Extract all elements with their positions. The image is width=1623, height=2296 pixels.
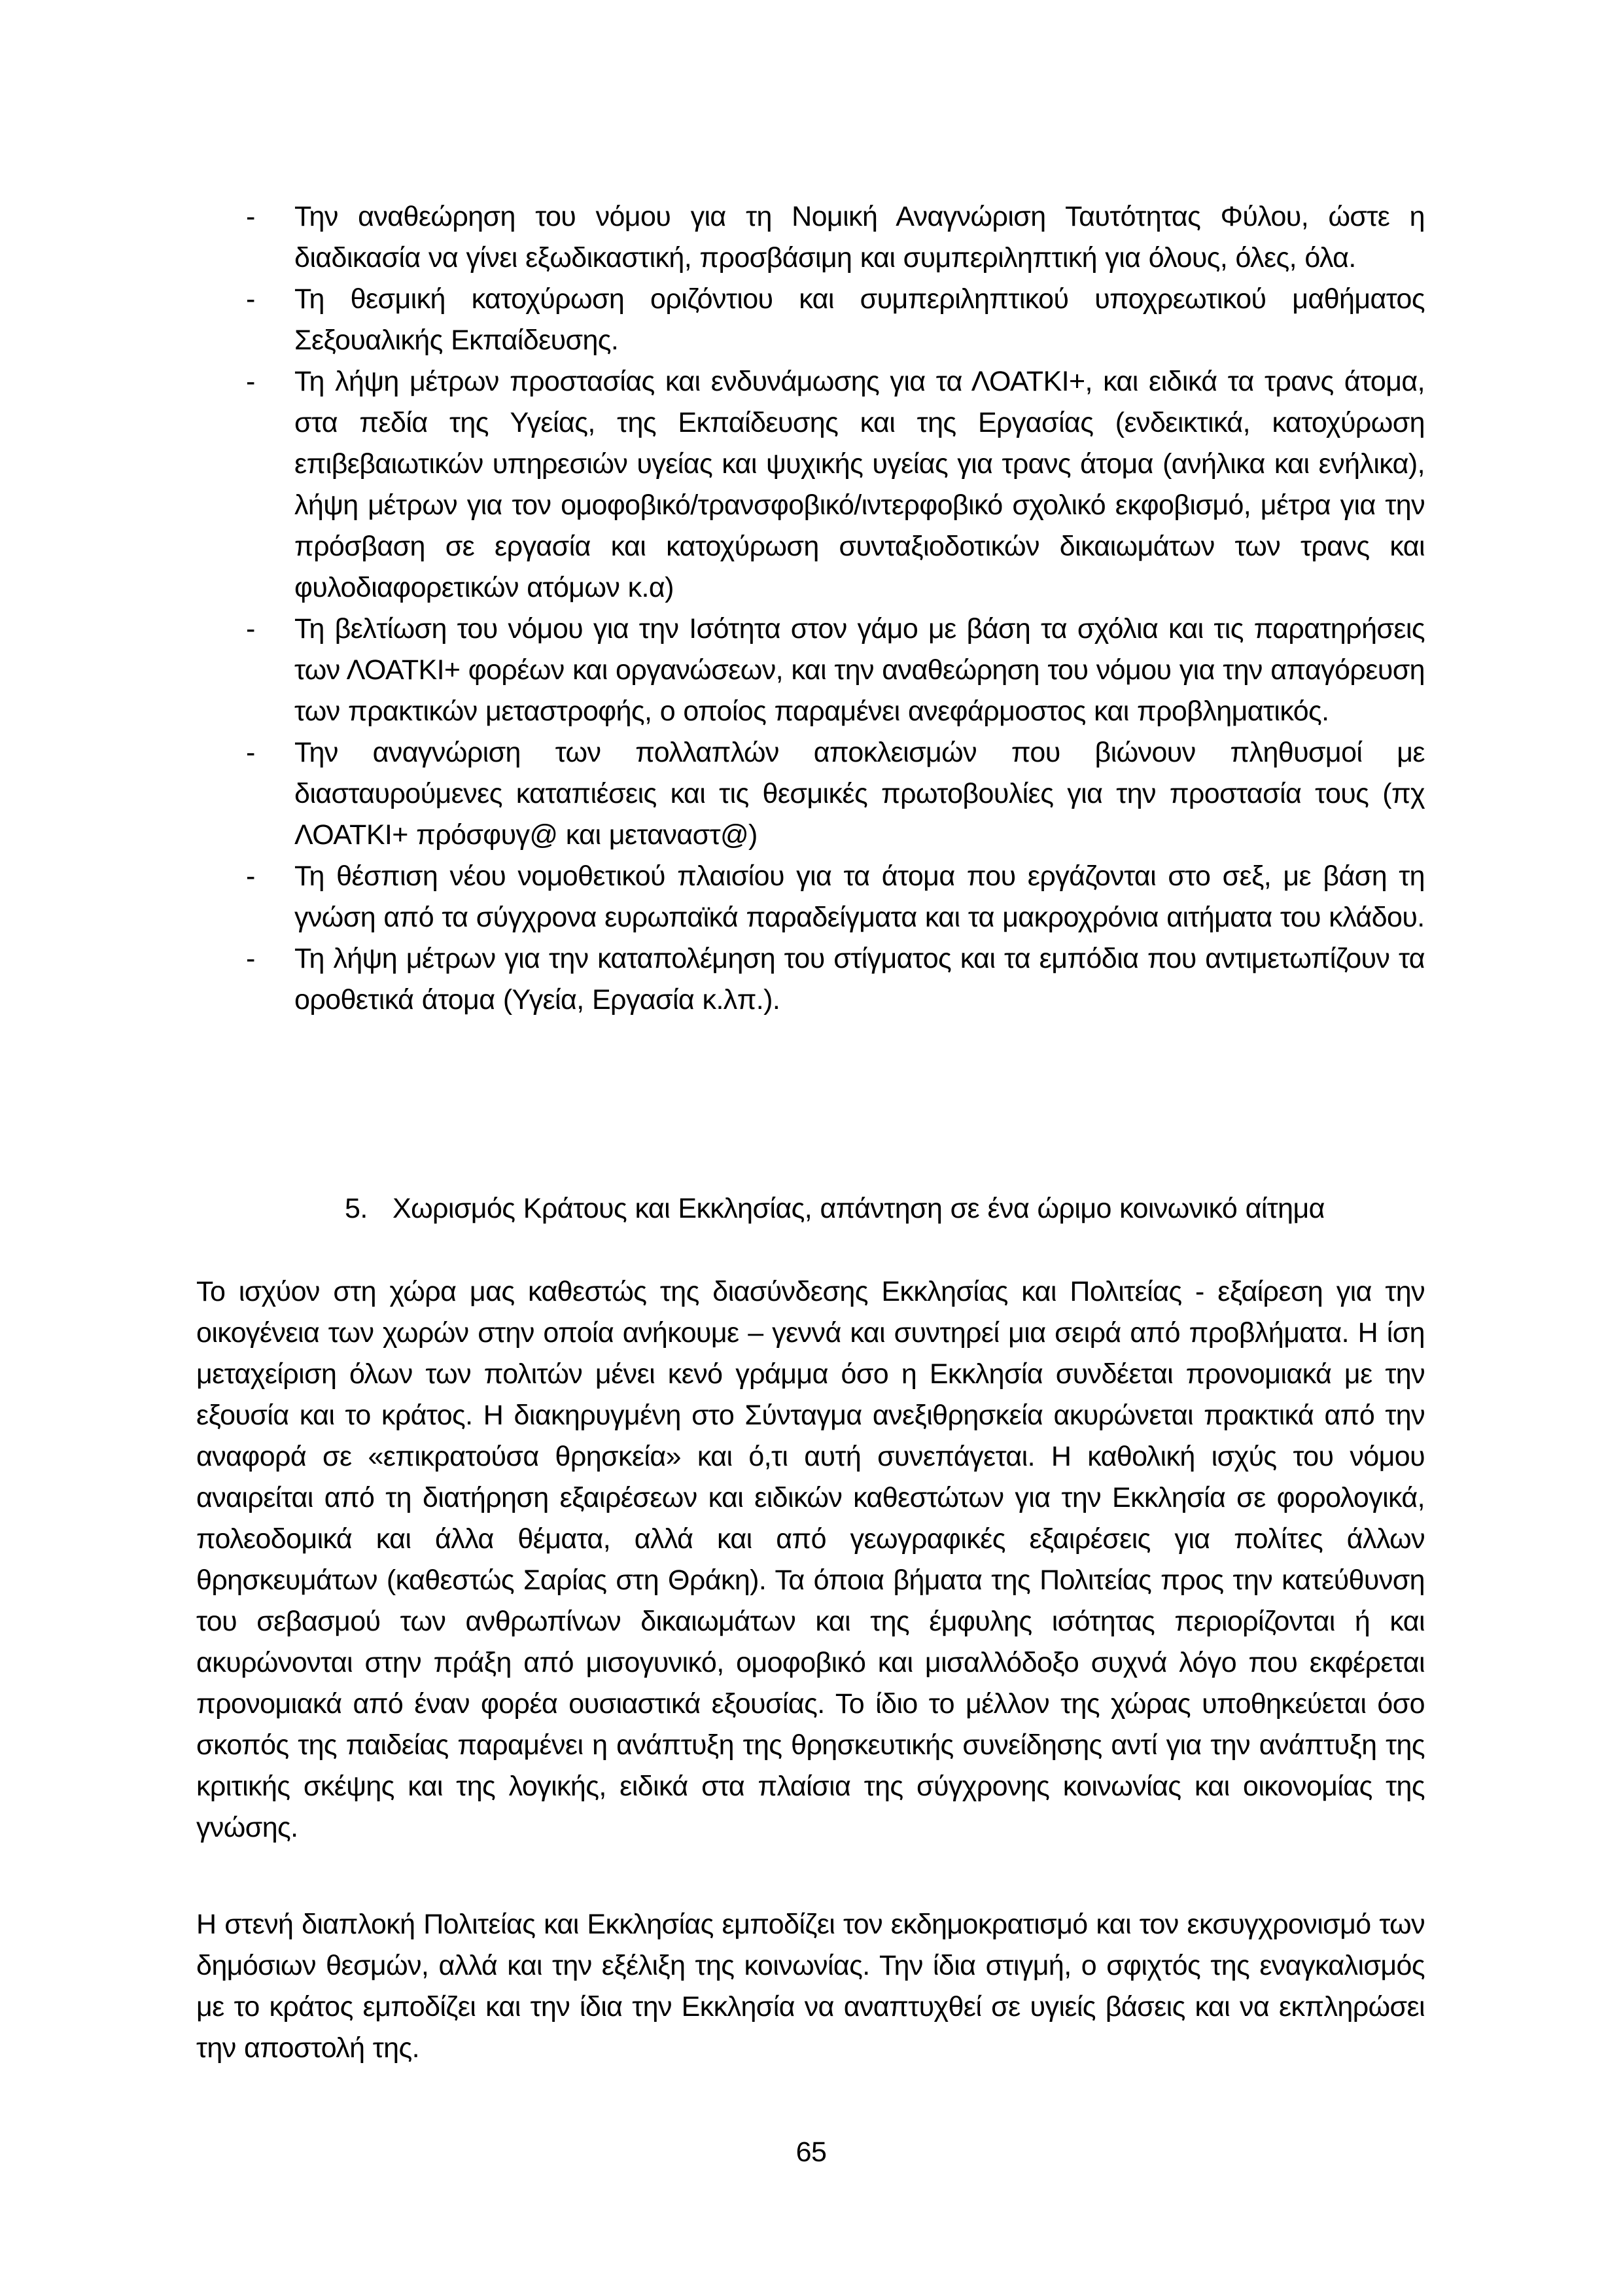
bullet-text: Τη λήψη μέτρων για την καταπολέμηση του στίγματος και τα εμπόδια που αντιμετωπίζουν τα οροθετικά άτομα (Υγεία, Εργασία κ.λπ.). <box>294 943 1425 1016</box>
dash-bullet-marker: - <box>246 283 255 315</box>
bullet-text: Τη βελτίωση του νόμου για την Ισότητα στον γάμο με βάση τα σχόλια και τις παρατηρήσεις των ΛΟΑΤΚΙ+ φορέων και οργανώσεων, και την αναθεώρηση του νόμου για την απαγόρευση των πρακτικών μεταστροφής, ο οποίος παραμένει ανεφάρμοστος και προβληματικός. <box>294 613 1425 727</box>
bullet-text: Την αναθεώρηση του νόμου για τη Νομική Αναγνώριση Ταυτότητας Φύλου, ώστε η διαδικασία να γίνει εξωδικαστική, προσβάσιμη και συμπεριληπτική για όλους, όλες, όλα. <box>294 201 1425 274</box>
bullet-item-sex-education <box>246 279 1425 361</box>
bullet-item-hiv-stigma <box>246 938 1425 1021</box>
bullet-item-gender-identity <box>246 196 1425 279</box>
dash-bullet-marker: - <box>246 201 255 232</box>
dash-bullet-marker: - <box>246 860 255 892</box>
bullet-text: Τη λήψη μέτρων προστασίας και ενδυνάμωσης για τα ΛΟΑΤΚΙ+, και ειδικά τα τρανς άτομα, στα πεδία της Υγείας, της Εκπαίδευσης και της Εργασίας (ενδεικτικά, κατοχύρωση επιβεβαιωτικών υπηρεσιών υγείας και ψυχικής υγείας για τρανς άτομα (ανήλικα και ενήλικα), λήψη μέτρων για τον ομοφοβικό/τρανσφοβικό/ιντερφοβικό σχολικό εκφοβισμό, μέτρα για την πρόσβαση σε εργασία και κατοχύρωση συνταξιοδοτικών δικαιωμάτων των τρανς και φυλοδιαφορετικών ατόμων κ.α) <box>294 366 1425 603</box>
section-heading <box>345 1188 1457 1229</box>
demands-bullet-list <box>246 196 1425 1021</box>
bullet-text: Την αναγνώριση των πολλαπλών αποκλεισμών που βιώνουν πληθυσμοί με διασταυρούμενες καταπιέσεις και τις θεσμικές πρωτοβουλίες για την προστασία τους (πχ ΛΟΑΤΚΙ+ πρόσφυγ@ και μεταναστ@) <box>294 737 1425 851</box>
body-paragraph-1: Το ισχύον στη χώρα μας καθεστώς της διασύνδεσης Εκκλησίας και Πολιτείας - εξαίρεση για την οικογένεια των χωρών στην οποία ανήκουμε – γεννά και συντηρεί μια σειρά από προβλήματα. Η ίση μεταχείριση όλων των πολιτών μένει κενό γράμμα όσο η Εκκλησία συνδέεται προνομιακά με την εξουσία και το κράτος. Η διακηρυγμένη στο Σύνταγμα ανεξιθρησκεία ακυρώνεται πρακτικά από την αναφορά σε «επικρατούσα θρησκεία» και ό,τι αυτή συνεπάγεται. Η καθολική ισχύς του νόμου αναιρείται από τη διατήρηση εξαιρέσεων και ειδικών καθεστώτων για την Εκκλησία σε φορολογικά, πολεοδομικά και άλλα θέματα, αλλά και από γεωγραφικές εξαιρέσεις για πολίτες άλλων θρησκευμάτων (καθεστώς Σαρίας στη Θράκη). Τα όποια βήματα της Πολιτείας προς την κατεύθυνση του σεβασμού των ανθρωπίνων δικαιωμάτων και της έμφυλης ισότητας περιορίζονται ή και ακυρώνονται στην πράξη από μισογυνικό, ομοφοβικό και μισαλλόδοξο συχνά λόγο που εκφέρεται προνομιακά από έναν φορέα ουσιαστικά εξουσίας. Το ίδιο το μέλλον της χώρας υποθηκεύεται όσο σκοπός της παιδείας παραμένει η ανάπτυξη της θρησκευτικής συνείδησης αντί για την ανάπτυξη της κριτικής σκέψης και της λογικής, ειδικά στα πλαίσια της σύγχρονης κοινωνίας και οικονομίας της γνώσης. <box>196 1276 1425 1843</box>
section-title: Χωρισμός Κράτους και Εκκλησίας, απάντηση σε ένα ώριμο κοινωνικό αίτημα <box>393 1193 1325 1224</box>
bullet-item-sex-work-framework <box>246 856 1425 938</box>
dash-bullet-marker: - <box>246 613 255 645</box>
bullet-text: Τη θεσμική κατοχύρωση οριζόντιου και συμπεριληπτικού υποχρεωτικού μαθήματος Σεξουαλικής Εκπαίδευσης. <box>294 283 1425 356</box>
dash-bullet-marker: - <box>246 737 255 768</box>
bullet-item-lgbtqi-protection <box>246 361 1425 609</box>
bullet-item-marriage-equality <box>246 609 1425 732</box>
dash-bullet-marker: - <box>246 943 255 974</box>
bullet-text: Τη θέσπιση νέου νομοθετικού πλαισίου για τα άτομα που εργάζονται στο σεξ, με βάση τη γνώση από τα σύγχρονα ευρωπαϊκά παραδείγματα και τα μακροχρόνια αιτήματα του κλάδου. <box>294 860 1425 933</box>
bullet-item-intersectional-exclusion <box>246 732 1425 856</box>
section-number: 5. <box>345 1193 368 1224</box>
dash-bullet-marker: - <box>246 366 255 397</box>
page-number: 65 <box>795 2136 827 2168</box>
body-paragraph-2: Η στενή διαπλοκή Πολιτείας και Εκκλησίας εμποδίζει τον εκδημοκρατισμό και τον εκσυγχρονισμό των δημόσιων θεσμών, αλλά και την εξέλιξη της κοινωνίας. Την ίδια στιγμή, ο σφιχτός της εναγκαλισμός με το κράτος εμποδίζει και την ίδια την Εκκλησία να αναπτυχθεί σε υγιείς βάσεις και να εκπληρώσει την αποστολή της. <box>196 1909 1425 2064</box>
